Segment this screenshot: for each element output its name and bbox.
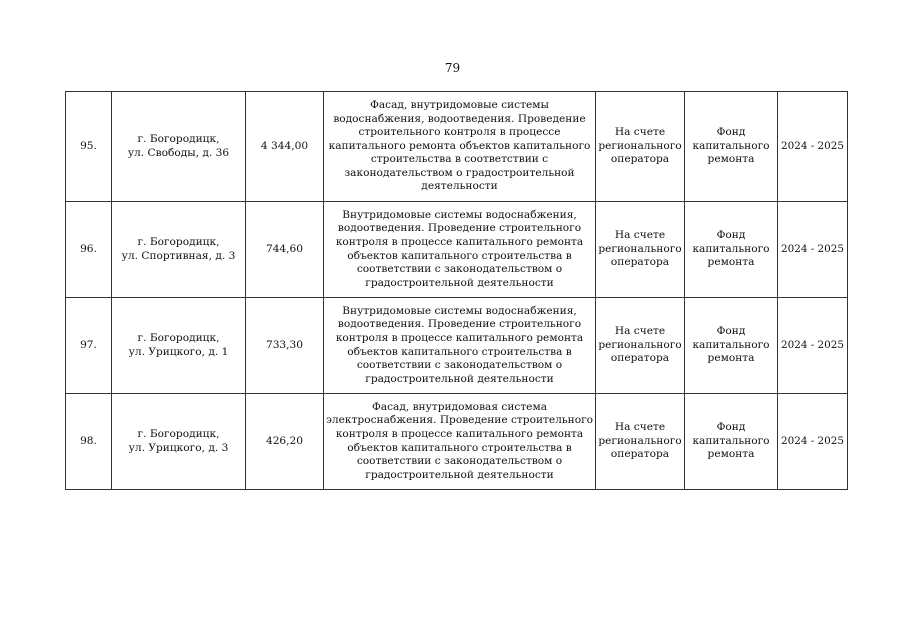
fund-line: Фонд <box>716 325 746 338</box>
description-cell <box>324 202 596 298</box>
description-line: градостроительной деятельности <box>365 468 554 481</box>
description-line: строительства в соответствии с <box>370 153 549 166</box>
description-line: соответствии с законодательством о <box>356 263 563 276</box>
table-row <box>66 394 848 490</box>
table-row <box>66 202 848 298</box>
area-cell: 733,30 <box>246 298 324 394</box>
description-line: электроснабжения. Проведение строительного <box>326 414 594 427</box>
description-line: водоотведения. Проведение строительного <box>337 318 582 331</box>
address-cell <box>112 202 246 298</box>
description-line: контроля в процессе капитального ремонта <box>335 331 584 344</box>
period-cell: 2024 - 2025 <box>778 298 848 394</box>
fund-line: ремонта <box>707 256 755 269</box>
description-cell <box>324 92 596 202</box>
operator-line: На счете <box>614 421 666 434</box>
address-line: г. Богородицк, <box>137 427 220 440</box>
address-line: ул. Свободы, д. 36 <box>127 146 230 159</box>
description-line: законодательством о градостроительной <box>344 166 575 179</box>
fund-line: ремонта <box>707 448 755 461</box>
operator-line: регионального <box>598 139 682 152</box>
fund-cell <box>685 298 778 394</box>
fund-line: Фонд <box>716 229 746 242</box>
fund-line: капитального <box>692 434 770 447</box>
description-line: Фасад, внутридомовая система <box>371 400 548 413</box>
description-line: капитального ремонта объектов капитального <box>328 139 591 152</box>
description-line: объектов капитального строительства в <box>347 441 572 454</box>
description-line: градостроительной деятельности <box>365 372 554 385</box>
operator-line: оператора <box>610 352 670 365</box>
description-line: строительного контроля в процессе <box>358 126 561 139</box>
operator-cell <box>596 92 685 202</box>
row-number: 97. <box>66 298 112 394</box>
description-line: градостроительной деятельности <box>365 276 554 289</box>
description-line: контроля в процессе капитального ремонта <box>335 235 584 248</box>
operator-cell <box>596 202 685 298</box>
operator-line: регионального <box>598 434 682 447</box>
area-cell: 4 344,00 <box>246 92 324 202</box>
description-line: объектов капитального строительства в <box>347 345 572 358</box>
area-cell: 744,60 <box>246 202 324 298</box>
row-number: 98. <box>66 394 112 490</box>
operator-cell <box>596 298 685 394</box>
fund-cell <box>685 394 778 490</box>
address-cell <box>112 92 246 202</box>
table-row <box>66 298 848 394</box>
description-line: контроля в процессе капитального ремонта <box>335 427 584 440</box>
fund-cell <box>685 92 778 202</box>
fund-cell <box>685 202 778 298</box>
area-cell: 426,20 <box>246 394 324 490</box>
description-cell <box>324 298 596 394</box>
fund-line: капитального <box>692 242 770 255</box>
description-line: объектов капитального строительства в <box>347 249 572 262</box>
description-line: деятельности <box>421 180 498 193</box>
address-cell <box>112 394 246 490</box>
address-line: г. Богородицк, <box>137 132 220 145</box>
operator-line: оператора <box>610 448 670 461</box>
operator-line: На счете <box>614 229 666 242</box>
row-number: 96. <box>66 202 112 298</box>
row-number: 95. <box>66 92 112 202</box>
address-line: ул. Урицкого, д. 1 <box>128 345 229 358</box>
address-line: ул. Спортивная, д. 3 <box>121 249 236 262</box>
works-table <box>65 91 848 490</box>
fund-line: Фонд <box>716 126 746 139</box>
operator-line: оператора <box>610 153 670 166</box>
fund-line: капитального <box>692 338 770 351</box>
address-cell <box>112 298 246 394</box>
operator-line: На счете <box>614 126 666 139</box>
table-row <box>66 92 848 202</box>
operator-line: На счете <box>614 325 666 338</box>
page-number: 79 <box>444 61 461 75</box>
description-line: Внутридомовые системы водоснабжения, <box>342 208 577 221</box>
period-cell: 2024 - 2025 <box>778 394 848 490</box>
description-line: соответствии с законодательством о <box>356 455 563 468</box>
description-line: Фасад, внутридомовые системы <box>370 98 549 111</box>
fund-line: ремонта <box>707 153 755 166</box>
description-cell <box>324 394 596 490</box>
operator-line: регионального <box>598 242 682 255</box>
fund-line: Фонд <box>716 421 746 434</box>
description-line: водоотведения. Проведение строительного <box>337 222 582 235</box>
fund-line: ремонта <box>707 352 755 365</box>
period-cell: 2024 - 2025 <box>778 92 848 202</box>
description-line: соответствии с законодательством о <box>356 359 563 372</box>
operator-cell <box>596 394 685 490</box>
address-line: г. Богородицк, <box>137 235 220 248</box>
address-line: г. Богородицк, <box>137 331 220 344</box>
description-line: водоснабжения, водоотведения. Проведение <box>333 112 586 125</box>
description-line: Внутридомовые системы водоснабжения, <box>342 304 577 317</box>
address-line: ул. Урицкого, д. 3 <box>128 441 229 454</box>
operator-line: регионального <box>598 338 682 351</box>
period-cell: 2024 - 2025 <box>778 202 848 298</box>
operator-line: оператора <box>610 256 670 269</box>
fund-line: капитального <box>692 139 770 152</box>
